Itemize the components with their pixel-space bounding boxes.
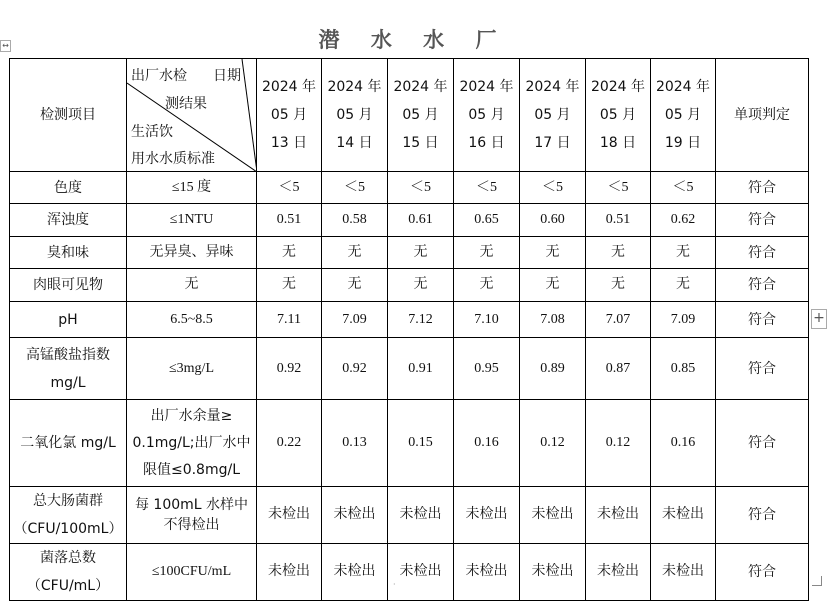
standard-cell (127, 204, 257, 237)
value-cell: ＜5 (388, 172, 454, 204)
value-cell: 0.87 (586, 338, 651, 400)
standard-cell (127, 487, 257, 544)
standard-line: 无 (184, 277, 199, 292)
table-row (10, 338, 809, 400)
item-name-line: 色度 (54, 179, 82, 196)
table-row (10, 544, 809, 601)
diag-bottom-1: 生活饮 (131, 124, 173, 140)
standard-line: 出厂水余量≥ (150, 407, 233, 424)
item-name-cell (10, 269, 127, 302)
header-date-3 (388, 59, 454, 172)
water-quality-table (9, 58, 809, 601)
table-move-handle-icon[interactable]: ↔ (0, 40, 11, 52)
value-cell: 0.62 (651, 204, 716, 237)
value-cell: 0.15 (388, 400, 454, 487)
value-cell: 无 (454, 269, 520, 302)
value-cell: 未检出 (520, 544, 586, 601)
date-part: 2024 年 (261, 79, 317, 95)
date-part: 05 月 (336, 107, 373, 123)
standard-line: 不得检出 (163, 517, 220, 533)
standard-line: ≤15 度 (171, 179, 212, 195)
value-cell: 未检出 (388, 487, 454, 544)
value-cell: 0.16 (651, 400, 716, 487)
header-date-1 (257, 59, 322, 172)
standard-cell (127, 400, 257, 487)
value-cell: 无 (322, 269, 388, 302)
table-row (10, 204, 809, 237)
value-cell: 7.08 (520, 302, 586, 338)
standard-cell (127, 172, 257, 204)
item-name-line: 菌落总数 (40, 550, 96, 566)
date-part: 05 月 (468, 107, 505, 123)
resize-handle-icon[interactable]: · (393, 580, 396, 589)
item-name-line: pH (58, 311, 78, 328)
diag-top-right: 日期 (213, 68, 241, 84)
value-cell: 0.12 (586, 400, 651, 487)
value-cell: 未检出 (454, 544, 520, 601)
value-cell: 无 (520, 237, 586, 269)
value-cell: 0.60 (520, 204, 586, 237)
date-part: 05 月 (534, 107, 571, 123)
date-part: 05 月 (402, 107, 439, 123)
judgement-cell: 符合 (716, 172, 809, 204)
date-part: 18 日 (599, 135, 637, 151)
header-date-4 (454, 59, 520, 172)
value-cell: 无 (520, 269, 586, 302)
value-cell: 未检出 (520, 487, 586, 544)
value-cell: 未检出 (388, 544, 454, 601)
value-cell: ＜5 (257, 172, 322, 204)
value-cell: 0.22 (257, 400, 322, 487)
diag-bottom-2: 用水水质标准 (131, 151, 215, 167)
standard-line: 0.1mg/L;出厂水中 (132, 434, 251, 451)
date-part: 16 日 (468, 135, 505, 151)
value-cell: 0.85 (651, 338, 716, 400)
standard-line: ≤3mg/L (168, 360, 214, 376)
judgement-cell: 符合 (716, 204, 809, 237)
value-cell: 0.91 (388, 338, 454, 400)
table-row (10, 487, 809, 544)
date-part: 05 月 (664, 107, 702, 123)
table-row (10, 269, 809, 302)
value-cell: 无 (651, 237, 716, 269)
diag-mid: 测结果 (165, 96, 207, 112)
item-name-cell (10, 338, 127, 400)
item-name-line: （CFU/mL） (26, 578, 110, 594)
item-name-cell (10, 204, 127, 237)
standard-line: 每 100mL 水样中 (134, 497, 249, 513)
item-name-cell (10, 400, 127, 487)
judgement-cell: 符合 (716, 400, 809, 487)
value-cell: 未检出 (322, 544, 388, 601)
judgement-cell: 符合 (716, 302, 809, 338)
date-part: 2024 年 (590, 79, 646, 95)
value-cell: 无 (454, 237, 520, 269)
standard-line: 6.5~8.5 (170, 311, 213, 327)
date-part: 2024 年 (327, 79, 382, 95)
value-cell: 无 (388, 269, 454, 302)
value-cell: ＜5 (322, 172, 388, 204)
judgement-cell: 符合 (716, 544, 809, 601)
value-cell: 7.11 (257, 302, 322, 338)
table-row (10, 400, 809, 487)
standard-cell (127, 338, 257, 400)
judgement-cell: 符合 (716, 338, 809, 400)
value-cell: 无 (322, 237, 388, 269)
judgement-cell: 符合 (716, 269, 809, 302)
table-row (10, 237, 809, 269)
value-cell: 未检出 (651, 544, 716, 601)
value-cell: 无 (586, 237, 651, 269)
item-name-line: 高锰酸盐指数 (26, 346, 110, 363)
value-cell: 7.07 (586, 302, 651, 338)
item-name-line: 二氧化氯 mg/L (20, 435, 116, 451)
standard-cell (127, 302, 257, 338)
value-cell: 0.58 (322, 204, 388, 237)
value-cell: 7.12 (388, 302, 454, 338)
value-cell: 未检出 (257, 544, 322, 601)
header-date-7 (651, 59, 716, 172)
value-cell: 7.09 (322, 302, 388, 338)
header-judgement-label: 单项判定 (716, 59, 809, 172)
date-part: 15 日 (402, 135, 439, 151)
value-cell: 无 (257, 269, 322, 302)
value-cell: 未检出 (454, 487, 520, 544)
date-part: 05 月 (270, 107, 308, 123)
page-title: 潜 水 水 厂 (318, 28, 509, 52)
value-cell: ＜5 (651, 172, 716, 204)
standard-line: 无异臭、异味 (149, 244, 234, 260)
value-cell: 未检出 (586, 487, 651, 544)
value-cell: 0.89 (520, 338, 586, 400)
value-cell: 0.51 (257, 204, 322, 237)
table-resize-corner-icon[interactable] (812, 576, 822, 586)
standard-line: 限值≤0.8mg/L (142, 461, 241, 478)
header-date-2 (322, 59, 388, 172)
date-part: 2024 年 (459, 79, 514, 95)
item-name-cell (10, 544, 127, 601)
value-cell: 0.65 (454, 204, 520, 237)
judgement-cell: 符合 (716, 237, 809, 269)
value-cell: 0.13 (322, 400, 388, 487)
header-date-6 (586, 59, 651, 172)
item-name-cell (10, 487, 127, 544)
header-row (10, 59, 809, 172)
standard-cell (127, 269, 257, 302)
judgement-cell: 符合 (716, 487, 809, 544)
table-row (10, 172, 809, 204)
diag-top-left: 出厂水检 (131, 68, 187, 84)
item-name-cell (10, 237, 127, 269)
date-part: 2024 年 (525, 79, 580, 95)
value-cell: 未检出 (257, 487, 322, 544)
item-name-line: 臭和味 (47, 244, 89, 261)
item-name-line: 浑浊度 (47, 212, 89, 228)
value-cell: 无 (586, 269, 651, 302)
standard-line: ≤1NTU (169, 212, 214, 227)
value-cell: 0.95 (454, 338, 520, 400)
date-part: 2024 年 (393, 79, 448, 95)
value-cell: 0.51 (586, 204, 651, 237)
value-cell: 无 (651, 269, 716, 302)
date-part: 14 日 (336, 135, 373, 151)
value-cell: 未检出 (586, 544, 651, 601)
date-part: 19 日 (664, 135, 702, 151)
date-part: 2024 年 (655, 79, 711, 95)
value-cell: 7.09 (651, 302, 716, 338)
value-cell: 未检出 (651, 487, 716, 544)
value-cell: 0.61 (388, 204, 454, 237)
date-part: 05 月 (599, 107, 637, 123)
value-cell: 0.92 (257, 338, 322, 400)
date-part: 17 日 (534, 135, 571, 151)
value-cell: 未检出 (322, 487, 388, 544)
standard-cell (127, 237, 257, 269)
value-cell: ＜5 (586, 172, 651, 204)
item-name-line: 总大肠菌群 (33, 493, 103, 509)
table-row (10, 302, 809, 338)
item-name-line: mg/L (50, 374, 86, 391)
value-cell: 0.92 (322, 338, 388, 400)
add-column-button[interactable]: + (811, 309, 827, 329)
standard-line: ≤100CFU/mL (151, 564, 232, 579)
item-name-cell (10, 302, 127, 338)
value-cell: 7.10 (454, 302, 520, 338)
item-name-line: 肉眼可见物 (33, 277, 103, 293)
standard-cell (127, 544, 257, 601)
value-cell: 无 (388, 237, 454, 269)
header-item-label: 检测项目 (10, 59, 127, 172)
value-cell: 0.16 (454, 400, 520, 487)
value-cell: ＜5 (520, 172, 586, 204)
value-cell: 0.12 (520, 400, 586, 487)
header-date-5 (520, 59, 586, 172)
date-part: 13 日 (270, 135, 308, 151)
value-cell: ＜5 (454, 172, 520, 204)
item-name-cell (10, 172, 127, 204)
value-cell: 无 (257, 237, 322, 269)
item-name-line: （CFU/100mL） (13, 521, 123, 537)
header-diagonal-cell (127, 59, 257, 172)
